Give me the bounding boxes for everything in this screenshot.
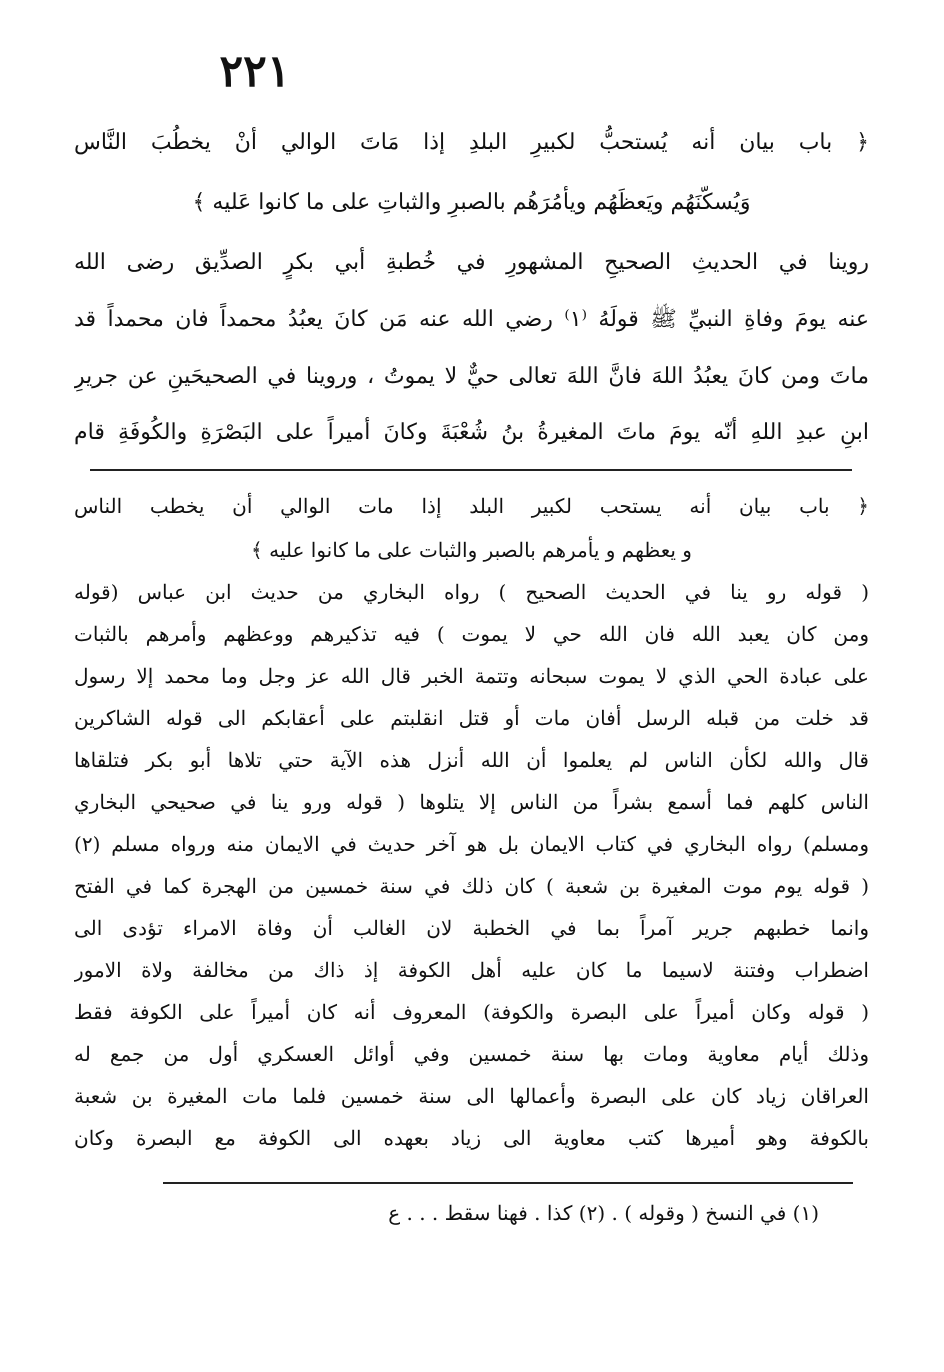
main-text-line: عنه يومَ وفاةِ النبيِّ ﷺ قولَهُ ⁽١⁾ رضي الله عنه مَن كانَ يعبُدُ محمداً فان محمداً قد (74, 307, 869, 332)
commentary-line: ( قوله رو ينا في الحديث الصحيح ) رواه البخاري من حديث ابن عباس (قوله (74, 580, 869, 604)
commentary-line: على عبادة الحي الذي لا يموت سبحانه وتتمة الخبر قال الله عز وجل وما محمد إلا رسول (74, 664, 869, 688)
commentary-line: العراقان زياد كان على البصرة وأعمالها الى سنة خمسين فلما مات المغيرة بن شعبة (74, 1084, 869, 1108)
commentary-line: وذلك أيام معاوية ومات بها سنة خمسين وفي أوائل العسكري أول من جمع له (74, 1042, 869, 1066)
main-text-line: روينا في الحديثِ الصحيحِ المشهورِ في خُطبةِ أبي بكرٍ الصدِّيق رضى الله (74, 250, 869, 275)
commentary-line: ( قوله وكان أميراً على البصرة والكوفة) المعروف أنه كان أميراً على الكوفة فقط (74, 1000, 869, 1024)
main-text-line: ماتَ ومن كانَ يعبُدُ اللهَ فانَّ اللهَ تعالى حيٌّ لا يموتُ ، وروينا في الصحيحَينِ عن جريرِ (74, 364, 869, 389)
commentary-line: قد خلت من قبله الرسل أفان مات أو قتل انقلبتم على أعقابكم الى قوله الشاكرين (74, 706, 869, 730)
main-commentary-divider (90, 469, 852, 471)
commentary-line: وانما خطبهم جرير آمراً بما في الخطبة لان الغالب أن وفاة الامراء تؤدى الى (74, 916, 869, 940)
page-number: ٢٢١ (219, 46, 291, 97)
main-text-line: ابنِ عبدِ اللهِ أنّه يومَ ماتَ المغيرةُ بنُ شُعْبَةَ وكانَ أميراً على البَصْرَةِ والكُوفَةِ قام (74, 420, 869, 445)
main-heading-line-1: ﴿ باب بيان أنه يُستحبُّ لكبيرِ البلدِ إذا مَاتَ الوالي أنْ يخطُبَ النَّاس (74, 130, 869, 155)
main-heading-line-2: وَيُسكّنَهُم ويَعظَهُم ويأمُرَهُم بالصبرِ والثباتِ على ما كانوا عَليه ﴾ (192, 190, 751, 215)
footnote-line: (١) في النسخ ( وقوله ) . (٢) كذا . فهنا سقط . . . ع (388, 1201, 819, 1225)
commentary-heading-line-1: ﴿ باب بيان أنه يستحب لكبير البلد إذا مات الوالي أن يخطب الناس (74, 494, 869, 518)
commentary-line: ومن كان يعبد الله فان الله حي لا يموت ) فيه تذكيرهم ووعظهم وأمرهم بالثبات (74, 622, 869, 646)
footnote-divider (163, 1182, 853, 1184)
commentary-line: اضطراب وفتنة لاسيما ما كان عليه أهل الكوفة إذ ذاك من مخالفة ولاة الامور (74, 958, 869, 982)
commentary-line: الناس كلهم فما أسمع بشراً من الناس إلا يتلوها ( قوله ورو ينا في صحيحي البخاري (74, 790, 869, 814)
commentary-line: ومسلم) رواه البخاري في كتاب الايمان بل هو آخر حديث في الايمان منه ورواه مسلم (٢) (74, 832, 869, 856)
commentary-line: ( قوله يوم موت المغيرة بن شعبة ) كان ذلك في سنة خمسين من الهجرة كما في الفتح (74, 874, 869, 898)
commentary-line: بالكوفة وهو أميرها كتب معاوية الى زياد بعهده الى الكوفة مع البصرة وكان (74, 1126, 869, 1150)
commentary-heading-line-2: و يعظهم و يأمرهم بالصبر والثبات على ما كانوا عليه ﴾ (251, 538, 692, 562)
commentary-line: قال والله لكأن الناس لم يعلموا أن الله أنزل هذه الآية حتي تلاها أبو بكر فتلقاها (74, 748, 869, 772)
